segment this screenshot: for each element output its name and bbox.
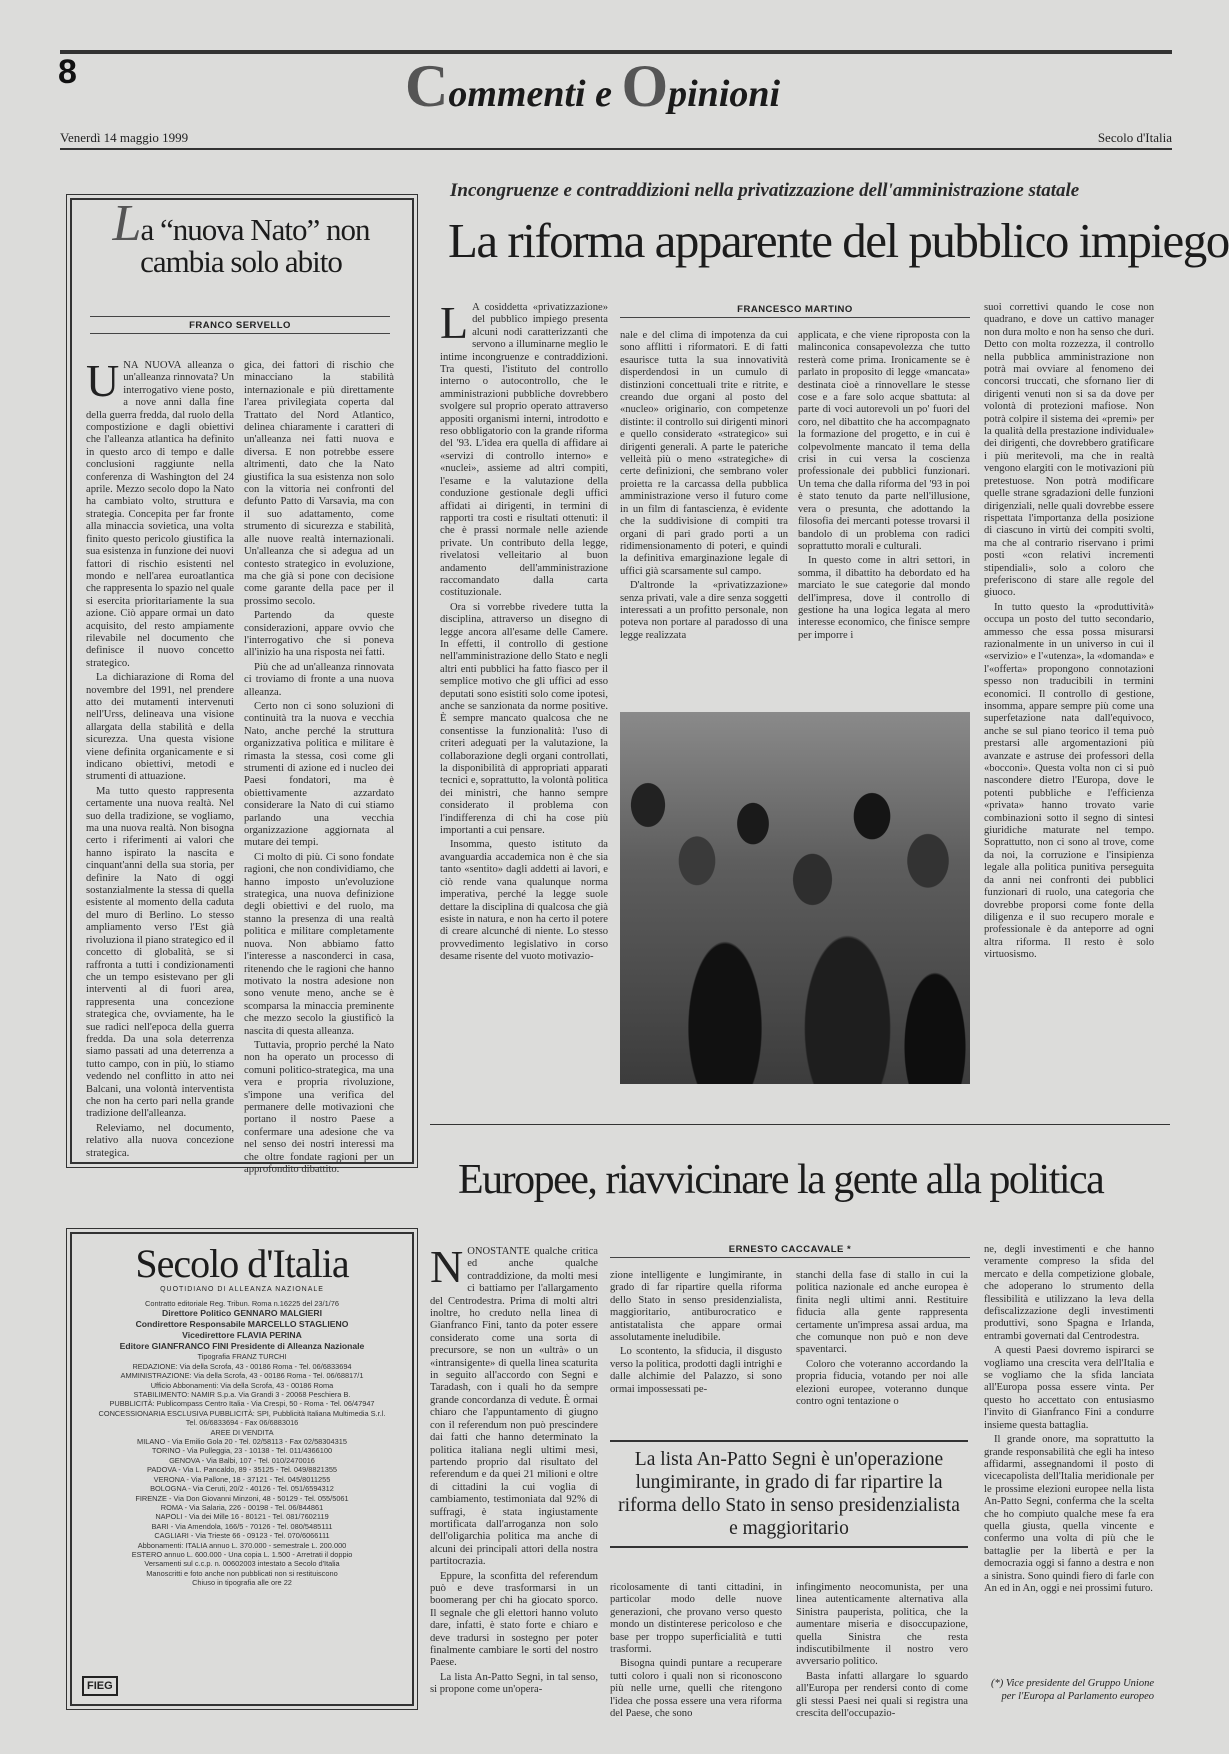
- paragraph: La lista An-Patto Segni, in tal senso, si propone come un'opera-: [430, 1671, 598, 1696]
- bottom-col-4: [984, 1244, 1154, 1656]
- left-article-byline: FRANCO SERVELLO: [90, 316, 390, 334]
- paragraph: Coloro che voteranno accordando la propria fiducia, votando per noi alle elezioni europee, voteranno dunque contro ogni tentazione o: [796, 1358, 968, 1408]
- masthead-line: BOLOGNA - Via Ceruti, 20/2 - 40126 - Tel. 051/6594312: [150, 1484, 334, 1494]
- bottom-col-3b: [796, 1582, 968, 1732]
- paragraph: Releviamo, nel documento, relativo alla nuova concezione strategica.: [86, 1122, 234, 1159]
- paragraph: Basta infatti allargare lo sguardo all'Europa per rendersi conto di come gli stessi Paesi nei quali si registra una crescita dell'occupazio-: [796, 1670, 968, 1720]
- paragraph-text: A cosiddetta «privatizzazione» del pubblico impiego presenta alcuni nodi caratterizzanti che servono a illuminarne meglio le intime incongruenze e contraddizioni. Tra questi, l'istituto del controllo interno o autocontrollo, che le amministrazioni pubbliche dovrebbero svolgere sul proprio operato attraverso appositi organismi interni, introdotto e reso obbligatorio con la grande riforma del '93. L'idea era quella di affidare ai «servizi di controllo interno» e «nuclei», assieme ad altri compiti, l'esame e la valutazione della conduzione gestionale degli uffici affidati ai dirigenti, in termini di rapporti tra costi e risultati ottenuti: il che è prassi normale nelle aziende private. Un contributo della legge, rivelatosi velleitario al buon andamento dell'amministrazione raccomandato dalla carta costituzionale.: [440, 302, 608, 599]
- section-title-part-1: ommenti e: [448, 73, 622, 115]
- pullquote-text: La lista An-Patto Segni è un'operazione lungimirante, in grado di far ripartire la riforma dello Stato in senso presidenzialista e maggioritario: [618, 1449, 960, 1539]
- paragraph: Ora si vorrebbe rivedere tutta la disciplina, attraverso un disegno di legge ancora all'esame delle Camere. In effetti, il controllo di gestione nell'amministrazione dello Stato e negli altri enti pubblici ha fatto fiasco per il semplice motivo che gli uffici ad esso deputati sono esistiti solo come ipotesi, anche se sanzionata da norme positive. È sempre mancato qualcosa che ne consentisse la funzionalità: l'uso di criteri adeguati per la valutazione, la collaborazione degli organi controllati, la disponibilità di appropriati apparati tecnici e, soprattutto, la volontà politica dei ministri, che hanno sempre considerato il problema con l'indifferenza di chi ha cose più importanti a cui pensare.: [440, 601, 608, 837]
- masthead-line: Versamenti sul c.c.p. n. 00602003 intestato a Secolo d'Italia: [144, 1559, 340, 1569]
- masthead-line: AMMINISTRAZIONE: Via della Scrofa, 43 - 00186 Roma - Tel. 06/68817/1: [120, 1371, 364, 1381]
- paragraph: La dichiarazione di Roma del novembre del 1991, nel prendere atto dei mutamenti intervenuti nell'Urss, delineava una visione allargata della stabilità e della sicurezza. Una questa visione viene definita organicamente e si indicano obiettivi, metodi e strumenti di attuazione.: [86, 672, 234, 783]
- main-byline: FRANCESCO MARTINO: [620, 304, 970, 318]
- author-footnote: (*) Vice presidente del Gruppo Unione per l'Europa al Parlamento europeo: [991, 1678, 1154, 1702]
- masthead-line: Ufficio Abbonamenti: Via della Scrofa, 43 - 00186 Roma: [150, 1380, 334, 1390]
- paper-name-small: Secolo d'Italia: [1097, 130, 1172, 145]
- paragraph: Più che ad un'alleanza rinnovata ci troviamo di fronte a una nuova alleanza.: [244, 661, 394, 698]
- masthead-line: VERONA - Via Pallone, 18 - 37121 - Tel. 045/8011255: [153, 1474, 331, 1484]
- main-kicker: Incongruenze e contraddizioni nella privatizzazione dell'amministrazione statale: [450, 180, 1080, 201]
- paragraph: Lo scontento, la sfiducia, il disgusto verso la politica, prodotti dagli intrighi e dalle alchimie del Palazzo, si sono ormai impossessati pe-: [610, 1346, 782, 1395]
- paragraph: [86, 355, 234, 670]
- section-title-part-2: pinioni: [668, 73, 781, 115]
- masthead-line: CAGLIARI - Via Trieste 66 - 09123 - Tel. 070/6066111: [154, 1531, 330, 1541]
- bottom-col-3a: [796, 1270, 968, 1430]
- section-title-initial-o: O: [621, 53, 669, 119]
- paragraph: Bisogna quindi puntare a recuperare tutti coloro i quali non si riconoscono più nelle urne, quelli che ritengono l'idea che possa essere una vera riforma del Paese, che sono: [610, 1658, 782, 1720]
- header-bottom-rule: [60, 148, 1172, 150]
- masthead-line: REDAZIONE: Via della Scrofa, 43 - 00186 Roma - Tel. 06/6833694: [132, 1361, 352, 1371]
- paragraph: Partendo da queste considerazioni, appare ovvio che l'interrogativo che si poneva all'inizio ha una risposta nei fatti.: [244, 610, 394, 659]
- masthead-line: Vicedirettore FLAVIA PERINA: [182, 1330, 302, 1341]
- paragraph: stanchi della fase di stallo in cui la politica nazionale ed anche europea è finita negli ultimi anni. Restituire fiducia alla gente rappresenta certamente un'impresa assai ardua, ma che comunque non può e non deve spaventarci.: [796, 1270, 968, 1356]
- drop-cap-l: L: [440, 297, 469, 348]
- paragraph: Ci molto di più. Ci sono fondate ragioni, che non condividiamo, che hanno imposto un'evoluzione strategica, una nuova definizione degli obiettivi e del ruolo, ma stanno la presenza di una realtà politica e militare completamente nuova. Non abbiamo fatto l'interesse a nasconderci in casa, ritenendo che le ragioni che hanno motivato la nostra adesione non sono venute meno, anche se è scomparsa la minaccia preminente che mezzo secolo la giustificò la nascita di questa alleanza.: [244, 851, 394, 1037]
- paragraph: Il grande onore, ma soprattutto la grande responsabilità che egli ha inteso affidarmi, assegnandomi il posto di vicecapolista dell'Italia meridionale per le prossime elezioni europee nella lista An-Patto Segni, conferma che la scelta che ho compiuto qualche mese fa era quella giusta, quella vincente e confermo una volta di più che le battaglie per la libertà e per la democrazia oggi si fanno a destra e non a sinistra. Sono quindi fiero di farle con An ed in An, oggi e nei prossimi futuro.: [984, 1434, 1154, 1594]
- masthead-line: Tel. 06/6833694 - Fax 06/6883016: [185, 1418, 299, 1428]
- main-headline: La riforma apparente del pubblico impiego: [448, 213, 1229, 268]
- masthead-line: Abbonamenti: ITALIA annuo L. 370.000 - semestrale L. 200.000: [137, 1540, 347, 1550]
- masthead-line: Condirettore Responsabile MARCELLO STAGLIENO: [135, 1319, 349, 1330]
- crowd-photo: [620, 712, 970, 1084]
- paragraph: [430, 1241, 598, 1569]
- masthead-line: STABILIMENTO: NAMIR S.p.a. Via Grandi 3 - 20068 Peschiera B.: [133, 1390, 351, 1400]
- masthead-line: ROMA - Via Salaria, 226 - 00198 - Tel. 06/844861: [160, 1502, 324, 1512]
- masthead-line: BARI - Via Amendola, 166/5 - 70126 - Tel. 080/5485111: [151, 1521, 333, 1531]
- paragraph: In questo come in altri settori, in somma, il dibattito ha debordato ed ha marciato le sue categorie dal mondo dell'impresa, dove il controllo di gestione ha una logica legata al mero interesse economico, che finisce sempre per imporre i: [798, 555, 970, 641]
- masthead-line: NAPOLI - Via dei Mille 16 - 80121 - Tel. 081/7602119: [155, 1512, 329, 1522]
- paragraph: gica, dei fattori di rischio che minacciano la stabilità internazionale e più direttamente l'area privilegiata coperta dal Trattato del Nord Atlantico, delinea chiaramente i caratteri di un'alleanza nei fatti nuova e diversa. E non potrebbe essere altrimenti, dato che la Nato giustifica la sua esistenza non solo con la vittoria nei confronti del defunto Patto di Varsavia, ma con il suo adattamento, come strumento di sicurezza e stabilità, alle nuove realtà internazionali. Un'alleanza che si adegua ad un contesto strategico in evoluzione, ma che già si pone con decisione come garante della pace per il prossimo secolo.: [244, 360, 394, 607]
- paragraph: nale e del clima di impotenza da cui sono afflitti i riformatori. E di fatti esaurisce tutta la sua innovatività disperdendosi in un cumulo di distinzioni concettuali trite e ritrite, e creando due organi al posto del «nucleo» originario, con competenze distinte: il controllo sui dirigenti minori e quello considerato «strategico» sui dirigenti generali. A parte le pateriche velleità più o meno «strategiche» di certe definizioni, che sembrano voler proietta re la carcassa della pubblica amministrazione verso il futuro come in un film di fantascienza, è evidente che la suddivisione di compiti tra organi di pari grado porti a un ridimensionamento di poteri, e quindi la definitiva emarginazione legale di uffici già scarsamente sul campo.: [620, 330, 789, 577]
- masthead-subtitle: QUOTIDIANO DI ALLEANZA NAZIONALE: [160, 1286, 324, 1293]
- header-top-rule: [60, 50, 1172, 54]
- main-col-3: [798, 330, 970, 700]
- left-article-col-2: [244, 360, 394, 1175]
- pullquote-box: [610, 1440, 968, 1548]
- masthead-line: Manoscritti e foto anche non pubblicati non si restituiscono: [146, 1568, 338, 1578]
- bottom-byline: ERNESTO CACCAVALE *: [610, 1244, 970, 1258]
- paragraph: Insomma, questo istituto da avanguardia accademica non è che sia tanto «sentito» dagli addetti ai lavori, e ciò rende vana qualunque norma imperativa, perché la legge suole dettare la disciplina di qualcosa che già esiste in natura, e non ha certo il potere di creare alcunché di niente. Lo stesso provvedimento legislativo in corso desame risente del vuoto motivazio-: [440, 839, 608, 963]
- paragraph: Certo non ci sono soluzioni di continuità tra la nuova e vecchia Nato, anche perché la struttura organizzativa politica e militare è rimasta la stessa, così come gli strumenti di azione ed i nucleo dei Paesi fondatori, ma è obiettivamente azzardato considerare la Nato di cui stiamo parlando una vecchia organizzazione aggiornata al mutare dei tempi.: [244, 700, 394, 849]
- left-title-initial: L: [112, 195, 141, 252]
- masthead-line: Editore GIANFRANCO FINI Presidente di Alleanza Nazionale: [119, 1341, 365, 1352]
- paragraph: Eppure, la sconfitta del referendum può e deve trasformarsi in un boomerang per chi ha giocato sporco. Il segnale che gli elettori hanno voluto dare, infatti, è stato forte e chiaro e deve tradursi in sostegno per poter finalmente cambiare le sorti del nostro Paese.: [430, 1570, 598, 1669]
- masthead-box: [70, 1232, 414, 1706]
- paragraph-text: ONOSTANTE qualche critica ed anche qualche contraddizione, da molti mesi ci battiamo per l'allargamento del Centrodestra. Prima di molti altri inoltre, ho creduto nella linea di Gianfranco Fini, tanto da poter essere considerato come una sorta di precursore, se non un «ultrà» o un «intransigente» di quella linea scaturita in seguito all'accordo con Segni e Taradash, con i quali ho da sempre grande concordanza di vedute. È ormai chiaro che l'appuntamento di giugno con il referendum non può prescindere dai fatti che hanno determinato la politica italiana negli ultimi mesi, partendo proprio dal risultato del referendum e da quei 21 milioni e oltre di cittadini la cui voglia di cambiamento, testimoniata dal 92% di suffragi, è stata ingiustamente mortificata dall'arroganza non solo dell'oligarchia politica ma anche di alcuni dei principali attori della nostra partitocrazia.: [430, 1246, 598, 1568]
- bottom-col-2a: [610, 1270, 782, 1430]
- left-title-rest: a “nuova Nato” non cambia solo abito: [140, 212, 370, 279]
- masthead-line: Chiuso in tipografia alle ore 22: [192, 1578, 292, 1588]
- main-col-4: [984, 302, 1154, 1082]
- masthead-line: ESTERO annuo L. 600.000 - Una copia L. 1.500 - Arretrati il doppio: [131, 1549, 353, 1559]
- paragraph: A questi Paesi dovremo ispirarci se vogliamo una crescita vera dell'Italia e se vogliamo che la sfida lanciata all'Europa possa essere vinta. Per questo ho accettato con entusiasmo l'invito di Gianfranco Fini a condurre insieme questa battaglia.: [984, 1345, 1154, 1431]
- masthead-line: Contratto editoriale Reg. Tribun. Roma n.16225 del 23/1/76: [145, 1299, 339, 1308]
- masthead-line: GENOVA - Via Balbi, 107 - Tel. 010/2470016: [169, 1455, 315, 1465]
- bottom-headline: Europee, riavvicinare la gente alla politica: [458, 1157, 1104, 1203]
- main-col-2: [620, 330, 788, 700]
- masthead-line: FIRENZE - Via Don Giovanni Minzoni, 48 - 50129 - Tel. 055/5061: [135, 1493, 349, 1503]
- issue-date: Venerdì 14 maggio 1999: [60, 130, 189, 145]
- paragraph: Ma tutto questo rappresenta certamente una nuova realtà. Nel suo della tradizione, se vogliamo, ma una nuova realtà. Non bisogna certo i riferimenti ai valori che hanno ispirato la nascita e cinquant'anni della sua storia, per definire la Nato di oggi sostanzialmente la stessa di quella esistente al momento della caduta del muro di Berlino. Lo stesso ampliamento verso l'Est già rivoluziona il piano strategico ed il concetto di globalità, se si raffronta a tutti i condizionamenti che un tempo esistevano per gli interventi al di fuori area, rappresenta una concezione strategica che, ovviamente, ha le sue radici nell'epoca della guerra fredda. Da una sola deterrenza siamo passati ad una deterrenza a tutto campo, con in più, lo stiamo vedendo nel conflitto in atto nei Balcani, una volontà interventista che non ha certo pari nella grande tradizione dell'alleanza.: [86, 785, 234, 1120]
- masthead-line: Tipografia FRANZ TURCHI: [197, 1352, 287, 1362]
- masthead-line: PUBBLICITÀ: Publicompass Centro Italia - Via Crespi, 50 - Roma - Tel. 06/47947: [109, 1399, 375, 1409]
- paragraph: D'altronde la «privatizzazione» senza privati, vale a dire senza soggetti interessati a un profitto personale, non poteva non portare al paradosso di una legge realizzata: [620, 580, 788, 641]
- masthead-line: CONCESSIONARIA ESCLUSIVA PUBBLICITÀ: SPI, Pubblicità Italiana Multimedia S.r.l.: [98, 1408, 386, 1418]
- masthead-line: AREE DI VENDITA: [210, 1427, 274, 1437]
- paragraph: [440, 297, 608, 600]
- paragraph: zione intelligente e lungimirante, in grado di far ripartire quella riforma dello Stato in senso presidenzialista, maggioritario, antiburocratico e antistatalista che appare ormai assolutamente ineludibile.: [610, 1270, 782, 1344]
- masthead-line: MILANO - Via Emilio Gola 20 - Tel. 02/58113 - Fax 02/58304315: [137, 1437, 347, 1447]
- drop-cap-n: N: [430, 1241, 464, 1292]
- section-title: [405, 53, 781, 119]
- paragraph: In tutto questo la «produttività» occupa un posto del tutto secondario, ammesso che essa possa misurarsi razionalmente in un universo in cui il «servizio» e l'«utenza», la «domanda» e l'«offerta» propongono connotazioni spesso non traducibili in termini economici. Il controllo di gestione, insomma, appare sempre più come una superfetazione nata dall'equivoco, anche se sul piano teorico il tema può prestarsi alle argomentazioni più avanzate e astruse dei professori della «bocconi». Questa volta non ci si può nascondere dietro l'Europa, dove le potenti pubbliche e l'efficienza «privata» hanno trovato varie combinazioni sotto il segno di sintesi giuridiche maturate nel tempo. Soprattutto, non ci sono al trove, come da noi, la corruzione e l'insipienza legale alla politica punitiva perseguita da anni nei confronti dei pubblici funzionari di ruolo, una categoria che dovrebbe proporsi come fonte della diligenza e il suo recupero morale e professionale è da anteporre ad ogni altra riforma. Il resto è solo virtuosismo.: [984, 601, 1154, 961]
- left-article-col-1: [86, 355, 234, 1159]
- masthead-line: TORINO - Via Pulleggia, 23 - 10138 - Tel. 011/4366100: [151, 1446, 333, 1456]
- masthead-line: Direttore Politico GENNARO MALGIERI: [162, 1308, 322, 1319]
- bottom-section-rule: [430, 1124, 1170, 1125]
- left-article-title: [80, 195, 402, 279]
- paragraph: ne, degli investimenti e che hanno veramente compreso la sfida del mercato e della competizione globale, che adoperano lo strumento della flessibilità e utilizzano la leva della defiscalizzazione degli investimenti produttivi, sono Spagna e Irlanda, entrambi governati dal Centrodestra.: [984, 1244, 1154, 1342]
- masthead-title: Secolo d'Italia: [135, 1241, 349, 1286]
- paragraph: infingimento neocomunista, per una linea autenticamente alternativa alla Sinistra pauperista, politica, che la aumentare miseria e disoccupazione, quella Sinistra che resta indiscutibilmente il nostro vero avversario politico.: [796, 1582, 968, 1668]
- section-title-initial-c: C: [405, 53, 449, 119]
- masthead-details: [72, 1299, 412, 1588]
- drop-cap-u: U: [86, 355, 120, 406]
- paragraph: suoi correttivi quando le cose non quadrano, e dove un cattivo manager non dura molto e non ha senso che duri. Detto con molta rozzezza, il controllo nella pubblica amministrazione non potrà mai ovviare al fenomeno dei concorsi truccati, che sfornano lìer di dirigenti venuti non si sa da dove per volontà di protezioni mafiose. Non potrà colpire il sistema dei «premi» per la qualità della prestazione individuale» dei dirigenti, che dovrebbero gratificare i più meritevoli, ma che in realtà vengono elargiti con le motivazioni più pretestuose. Non potrà modificare quelle strane sgradazioni delle funzioni dirigenziali, nelle quali dovrebbe essere rispettata l'importanza della posizione di ciascuno in virtù dei compiti svolti, ma che al contrario riservano i primi posti «con relativi incrementi stipendiali», solo a coloro che preferiscono di stare alle regole del giuoco.: [984, 302, 1154, 599]
- bottom-col-2b: [610, 1582, 782, 1732]
- paragraph-text: NA NUOVA alleanza o un'alleanza rinnovata? Un interrogativo viene posto, a nove anni dalla fine della guerra fredda, dal ruolo della compostizione e dagli obiettivi che l'alleanza atlantica ha definito in questo arco di tempo e dalle conclusioni raggiunte nella conferenza di Washington del 24 aprile. Mezzo secolo dopo la Nato ha cambiato volto, struttura e strategia. Concepita per far fronte alla minaccia sovietica, una volta finito questo pericolo giustifica la sua esistenza in funzione dei nuovi fattori di rischio esistenti nel mondo e nell'area euroatlantica che rappresenta lo spazio nel quale si esercita prioritariamente la sua azione. Ciò appare ormai un dato acquisito, del resto ampiamente rilevabile nel documento che definisce il nuovo concetto strategico.: [86, 360, 234, 669]
- paragraph: ricolosamente di tanti cittadini, in particolar modo delle nuove generazioni, che provano verso questo mondo un distinterese pericoloso e che base per troppo superficialità e tutti trasformi.: [610, 1582, 782, 1656]
- paragraph: applicata, e che viene riproposta con la malinconica consapevolezza che tutto resterà come prima. Ironicamente se è parlato in proposito di legge «mancata» destinata cioè a rinnovellare le stesse cose e a fare solo acque sbattuta: al parte di voci autorevoli un po' fuori del coro, nel dibattito che ha accompagnato la formazione del progetto, e in cui è colpevolmente mancato il tema della crisi in cui versa la coscienza professionale dei pubblici funzionari. Un tema che dalla riforma del '93 in poi è stato tenuto da parte nell'illusione, vera o presunta, che adottando la filosofia dei mercanti potesse trovarsi il bandolo di un problema con radici soprattutto morali e culturali.: [798, 330, 970, 552]
- page-number: 8: [58, 53, 77, 91]
- masthead-line: PADOVA - Via L. Pancaldo, 89 - 35125 - Tel. 049/8821355: [146, 1465, 338, 1475]
- paragraph: Tuttavia, proprio perché la Nato non ha operato un processo di comuni politico-strategica, ma una vera e propria rivoluzione, s'impone una verifica del permanere delle motivazioni che portano il nostro Paese a confermare una adesione che va nel senso dei nostri interessi ma che oltre fondate ragioni per un approfondito dibattito.: [244, 1039, 394, 1175]
- bottom-col-1: [430, 1241, 598, 1726]
- main-col-1: [440, 297, 608, 1082]
- fieg-logo: FIEG: [82, 1676, 118, 1696]
